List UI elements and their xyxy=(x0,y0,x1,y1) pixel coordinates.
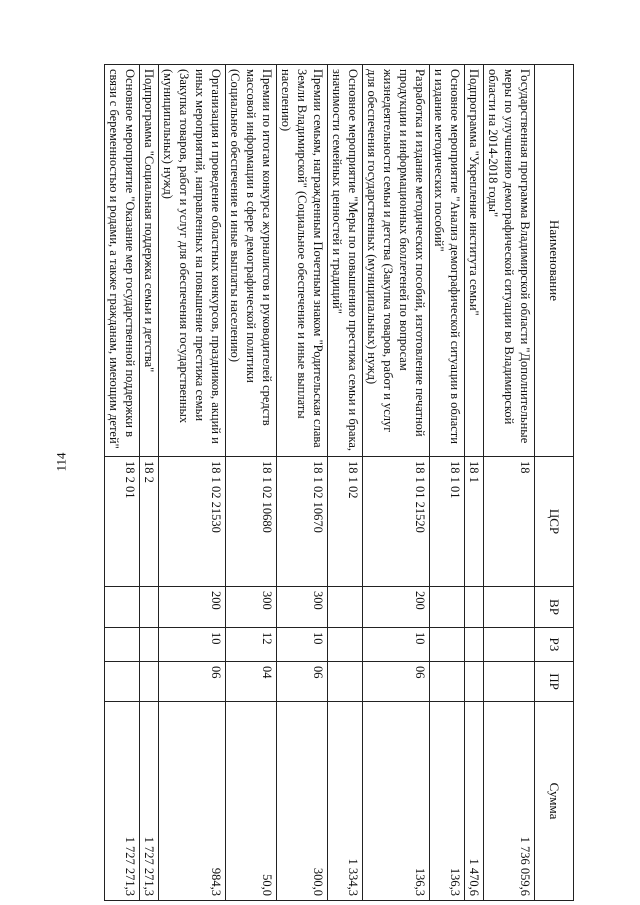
cell-name: Премии семьям, награжденным Почетным знаком "Родительская слава Земли Владимирской" (Социальное обеспечение и иные выплаты населению) xyxy=(277,65,328,457)
cell-sum: 50,0 xyxy=(226,702,277,901)
cell-vr xyxy=(430,587,465,628)
cell-csr: 18 1 02 10680 xyxy=(226,457,277,587)
cell-sum: 1 727 271,3 xyxy=(105,702,140,901)
cell-name: Подпрограмма "Социальная поддержка семьи и детства" xyxy=(140,65,159,457)
cell-sum: 984,3 xyxy=(159,702,226,901)
cell-pr: 06 xyxy=(363,662,430,702)
cell-csr: 18 2 xyxy=(140,457,159,587)
cell-vr xyxy=(105,587,140,628)
cell-pr: 04 xyxy=(226,662,277,702)
cell-rz: 10 xyxy=(363,628,430,662)
cell-pr xyxy=(465,662,484,702)
cell-rz: 10 xyxy=(159,628,226,662)
cell-csr: 18 1 xyxy=(465,457,484,587)
cell-rz: 10 xyxy=(277,628,328,662)
table-row xyxy=(328,65,363,901)
table-row xyxy=(140,65,159,901)
cell-rz xyxy=(105,628,140,662)
cell-pr xyxy=(328,662,363,702)
budget-table xyxy=(104,64,574,901)
cell-vr xyxy=(484,587,535,628)
cell-pr: 06 xyxy=(159,662,226,702)
page-number: 114 xyxy=(54,452,69,472)
cell-name: Основное мероприятие "Меры по повышению престижа семьи и брака, значимости семейных ценностей и традиций" xyxy=(328,65,363,457)
cell-pr: 06 xyxy=(277,662,328,702)
cell-pr xyxy=(140,662,159,702)
table-row xyxy=(484,65,535,901)
cell-sum: 136,3 xyxy=(430,702,465,901)
cell-vr: 300 xyxy=(226,587,277,628)
cell-csr: 18 xyxy=(484,457,535,587)
cell-name: Основное мероприятие "Оказание мер государственной поддержки в связи с беременностью и родами, а также гражданам, имеющим детей" xyxy=(105,65,140,457)
header-name: Наименование xyxy=(535,65,574,457)
cell-rz xyxy=(484,628,535,662)
cell-sum: 300,0 xyxy=(277,702,328,901)
cell-csr: 18 1 01 xyxy=(430,457,465,587)
cell-sum: 1 727 271,3 xyxy=(140,702,159,901)
header-vr: ВР xyxy=(535,587,574,628)
rotated-page xyxy=(107,64,574,900)
cell-rz xyxy=(328,628,363,662)
table-row xyxy=(159,65,226,901)
cell-sum: 1 334,3 xyxy=(328,702,363,901)
cell-name: Организация и проведение областных конкурсов, праздников, акций и иных мероприятий, направленных на повышение престижа семьи (Закупка товаров, работ и услуг для обеспечения государственных (муниципальных) нужд) xyxy=(159,65,226,457)
cell-vr xyxy=(140,587,159,628)
cell-csr: 18 1 02 10670 xyxy=(277,457,328,587)
cell-sum: 136,3 xyxy=(363,702,430,901)
cell-name: Государственная программа Владимирской области "Дополнительные меры по улучшению демографической ситуации во Владимирской области на 2014-2018 годы" xyxy=(484,65,535,457)
cell-vr: 200 xyxy=(363,587,430,628)
cell-name: Основное мероприятие "Анализ демографической ситуации в области и издание методических пособий" xyxy=(430,65,465,457)
cell-name: Подпрограмма "Укрепление института семьи" xyxy=(465,65,484,457)
header-pr: ПР xyxy=(535,662,574,702)
cell-vr xyxy=(465,587,484,628)
cell-rz xyxy=(140,628,159,662)
cell-csr: 18 1 02 21530 xyxy=(159,457,226,587)
cell-csr: 18 2 01 xyxy=(105,457,140,587)
header-csr: ЦСР xyxy=(535,457,574,587)
cell-csr: 18 1 01 21520 xyxy=(363,457,430,587)
table-row xyxy=(465,65,484,901)
header-sum: Сумма xyxy=(535,702,574,901)
cell-sum: 1 470,6 xyxy=(465,702,484,901)
cell-rz xyxy=(430,628,465,662)
table-row xyxy=(105,65,140,901)
cell-sum: 1 736 059,6 xyxy=(484,702,535,901)
cell-name: Разработка и издание методических пособий, изготовление печатной продукции и информационных бюллетеней по вопросам жизнедеятельности семьи и детства (Закупка товаров, работ и услуг для обеспечения государственных (муниципальных) нужд) xyxy=(363,65,430,457)
cell-vr: 300 xyxy=(277,587,328,628)
cell-name: Премии по итогам конкурса журналистов и руководителей средств массовой информации в сфере демографической политики (Социальное обеспечение и иные выплаты населению) xyxy=(226,65,277,457)
table-row xyxy=(277,65,328,901)
table-row xyxy=(363,65,430,901)
cell-pr xyxy=(484,662,535,702)
header-rz: РЗ xyxy=(535,628,574,662)
cell-rz: 12 xyxy=(226,628,277,662)
table-row xyxy=(430,65,465,901)
table-row xyxy=(226,65,277,901)
cell-pr xyxy=(105,662,140,702)
cell-vr xyxy=(328,587,363,628)
cell-vr: 200 xyxy=(159,587,226,628)
table-header-row xyxy=(535,65,574,901)
cell-pr xyxy=(430,662,465,702)
cell-csr: 18 1 02 xyxy=(328,457,363,587)
cell-rz xyxy=(465,628,484,662)
